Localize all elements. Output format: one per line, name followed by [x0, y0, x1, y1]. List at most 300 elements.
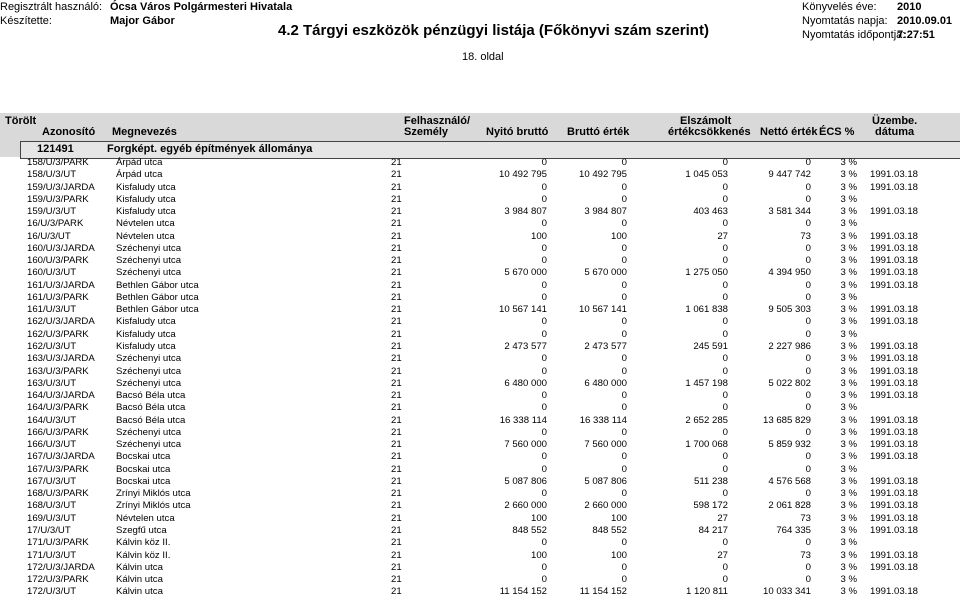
author-label: Készítette:: [0, 15, 52, 27]
cell-netto-ertek: 13 685 829: [762, 414, 811, 426]
cell-azonosito: 159/U/3/PARK: [27, 193, 89, 205]
table-row: [0, 537, 960, 549]
cell-nyito-brutto: 0: [541, 181, 547, 193]
cell-megnevezes: Bethlen Gábor utca: [116, 291, 199, 303]
cell-ertekcsokkenes: 0: [722, 390, 728, 402]
cell-azonosito: 163/U/3/JARDA: [27, 353, 95, 365]
cell-netto-ertek: 5 859 932: [768, 439, 811, 451]
print-date-label: Nyomtatás napja:: [802, 15, 888, 27]
cell-ecs: 3 %: [840, 340, 857, 352]
cell-uzembe-datum: 1991.03.18: [870, 365, 919, 377]
cell-azonosito: 162/U/3/PARK: [27, 328, 89, 340]
cell-nyito-brutto: 0: [541, 390, 547, 402]
cell-megnevezes: Árpád utca: [116, 169, 163, 181]
cell-megnevezes: Széchenyi utca: [116, 242, 182, 254]
cell-azonosito: 171/U/3/UT: [27, 549, 77, 561]
cell-szemely: 21: [391, 402, 402, 414]
cell-uzembe-datum: 1991.03.18: [870, 561, 919, 573]
cell-brutto-ertek: 0: [621, 181, 627, 193]
col-megnevezes: Megnevezés: [112, 126, 177, 138]
cell-azonosito: 162/U/3/UT: [27, 340, 77, 352]
cell-nyito-brutto: 10 492 795: [498, 169, 547, 181]
cell-netto-ertek: 0: [805, 328, 811, 340]
asset-table: [0, 157, 960, 599]
table-row: [0, 464, 960, 476]
cell-ecs: 3 %: [840, 279, 857, 291]
cell-megnevezes: Kisfaludy utca: [116, 206, 176, 218]
cell-brutto-ertek: 3 984 807: [584, 206, 627, 218]
cell-brutto-ertek: 0: [621, 255, 627, 267]
cell-megnevezes: Kálvin utca: [116, 561, 163, 573]
cell-nyito-brutto: 5 670 000: [504, 267, 547, 279]
cell-uzembe-datum: 1991.03.18: [870, 353, 919, 365]
col-uzembe: Üzembe.: [872, 115, 918, 127]
cell-azonosito: 162/U/3/JARDA: [27, 316, 95, 328]
cell-ecs: 3 %: [840, 414, 857, 426]
cell-szemely: 21: [391, 218, 402, 230]
cell-brutto-ertek: 2 473 577: [584, 340, 627, 352]
cell-azonosito: 161/U/3/JARDA: [27, 279, 95, 291]
cell-azonosito: 172/U/3/UT: [27, 586, 77, 598]
cell-nyito-brutto: 0: [541, 255, 547, 267]
cell-azonosito: 161/U/3/PARK: [27, 291, 89, 303]
cell-szemely: 21: [391, 304, 402, 316]
table-row: [0, 304, 960, 316]
cell-brutto-ertek: 7 560 000: [584, 439, 627, 451]
cell-nyito-brutto: 0: [541, 242, 547, 254]
cell-nyito-brutto: 0: [541, 451, 547, 463]
cell-netto-ertek: 764 335: [776, 524, 811, 536]
cell-brutto-ertek: 0: [621, 463, 627, 475]
cell-nyito-brutto: 0: [541, 402, 547, 414]
cell-azonosito: 160/U/3/UT: [27, 267, 77, 279]
cell-ertekcsokkenes: 0: [722, 242, 728, 254]
cell-nyito-brutto: 100: [530, 549, 547, 561]
cell-ertekcsokkenes: 1 061 838: [685, 304, 728, 316]
table-row: [0, 562, 960, 574]
table-row: [0, 255, 960, 267]
cell-ecs: 3 %: [840, 586, 857, 598]
cell-megnevezes: Széchenyi utca: [116, 365, 182, 377]
cell-ecs: 3 %: [840, 377, 857, 389]
cell-nyito-brutto: 0: [541, 426, 547, 438]
cell-brutto-ertek: 0: [621, 353, 627, 365]
cell-ertekcsokkenes: 0: [722, 279, 728, 291]
cell-brutto-ertek: 2 660 000: [584, 500, 627, 512]
cell-nyito-brutto: 2 660 000: [504, 500, 547, 512]
cell-ertekcsokkenes: 0: [722, 402, 728, 414]
cell-netto-ertek: 0: [805, 451, 811, 463]
cell-ecs: 3 %: [840, 537, 857, 549]
cell-azonosito: 166/U/3/UT: [27, 439, 77, 451]
cell-azonosito: 16/U/3/UT: [27, 230, 71, 242]
cell-nyito-brutto: 7 560 000: [504, 439, 547, 451]
table-row: [0, 182, 960, 194]
cell-nyito-brutto: 100: [530, 512, 547, 524]
cell-azonosito: 161/U/3/UT: [27, 304, 77, 316]
cell-nyito-brutto: 0: [541, 574, 547, 586]
cell-ecs: 3 %: [840, 402, 857, 414]
cell-szemely: 21: [391, 500, 402, 512]
cell-uzembe-datum: 1991.03.18: [870, 439, 919, 451]
cell-azonosito: 171/U/3/PARK: [27, 537, 89, 549]
cell-azonosito: 172/U/3/PARK: [27, 574, 89, 586]
cell-ecs: 3 %: [840, 218, 857, 230]
cell-brutto-ertek: 848 552: [592, 524, 627, 536]
cell-szemely: 21: [391, 426, 402, 438]
cell-uzembe-datum: 1991.03.18: [870, 267, 919, 279]
cell-uzembe-datum: 1991.03.18: [870, 230, 919, 242]
cell-netto-ertek: 0: [805, 402, 811, 414]
page-number: 18. oldal: [462, 51, 504, 63]
col-azonosito: Azonosító: [42, 126, 96, 138]
cell-nyito-brutto: 3 984 807: [504, 206, 547, 218]
table-row: [0, 574, 960, 586]
cell-szemely: 21: [391, 169, 402, 181]
cell-nyito-brutto: 0: [541, 157, 547, 168]
report-title: 4.2 Tárgyi eszközök pénzügyi listája (Főkönyvi szám szerint): [278, 22, 709, 39]
table-row: [0, 390, 960, 402]
cell-megnevezes: Széchenyi utca: [116, 353, 182, 365]
table-row: [0, 231, 960, 243]
cell-uzembe-datum: 1991.03.18: [870, 524, 919, 536]
cell-ertekcsokkenes: 0: [722, 157, 728, 168]
cell-megnevezes: Széchenyi utca: [116, 267, 182, 279]
table-row: [0, 439, 960, 451]
cell-szemely: 21: [391, 561, 402, 573]
cell-brutto-ertek: 6 480 000: [584, 377, 627, 389]
cell-azonosito: 158/U/3/UT: [27, 169, 77, 181]
cell-brutto-ertek: 0: [621, 328, 627, 340]
table-row: [0, 366, 960, 378]
cell-nyito-brutto: 0: [541, 328, 547, 340]
print-time-label: Nyomtatás időpontja:: [802, 29, 906, 41]
cell-megnevezes: Bacsó Béla utca: [116, 414, 186, 426]
cell-netto-ertek: 4 394 950: [768, 267, 811, 279]
cell-nyito-brutto: 0: [541, 463, 547, 475]
table-row: [0, 218, 960, 230]
cell-netto-ertek: 73: [800, 230, 811, 242]
cell-megnevezes: Árpád utca: [116, 157, 163, 168]
cell-ertekcsokkenes: 245 591: [693, 340, 728, 352]
cell-azonosito: 167/U/3/JARDA: [27, 451, 95, 463]
cell-nyito-brutto: 848 552: [512, 524, 547, 536]
cell-szemely: 21: [391, 316, 402, 328]
cell-azonosito: 168/U/3/UT: [27, 500, 77, 512]
table-row: [0, 500, 960, 512]
cell-nyito-brutto: 5 087 806: [504, 475, 547, 487]
cell-uzembe-datum: 1991.03.18: [870, 475, 919, 487]
cell-brutto-ertek: 11 154 152: [579, 586, 627, 598]
cell-netto-ertek: 0: [805, 218, 811, 230]
cell-ecs: 3 %: [840, 451, 857, 463]
cell-netto-ertek: 5 022 802: [768, 377, 811, 389]
cell-ecs: 3 %: [840, 475, 857, 487]
group-code: 121491: [37, 143, 74, 155]
cell-megnevezes: Bethlen Gábor utca: [116, 304, 199, 316]
cell-brutto-ertek: 0: [621, 157, 627, 168]
cell-netto-ertek: 3 581 344: [768, 206, 811, 218]
cell-ertekcsokkenes: 27: [717, 230, 728, 242]
col-datuma: dátuma: [875, 126, 915, 138]
cell-szemely: 21: [391, 340, 402, 352]
table-row: [0, 292, 960, 304]
cell-netto-ertek: 0: [805, 316, 811, 328]
cell-uzembe-datum: 1991.03.18: [870, 255, 919, 267]
print-time-value: 7:27:51: [897, 29, 935, 41]
cell-szemely: 21: [391, 279, 402, 291]
cell-nyito-brutto: 10 567 141: [498, 304, 547, 316]
table-row: [0, 169, 960, 181]
cell-szemely: 21: [391, 230, 402, 242]
cell-azonosito: 169/U/3/UT: [27, 512, 77, 524]
cell-ecs: 3 %: [840, 426, 857, 438]
cell-ecs: 3 %: [840, 512, 857, 524]
cell-brutto-ertek: 10 567 141: [578, 304, 627, 316]
col-ertekcsokkenes: értékcsökkenés: [668, 126, 751, 138]
cell-ecs: 3 %: [840, 181, 857, 193]
cell-brutto-ertek: 0: [621, 426, 627, 438]
cell-uzembe-datum: 1991.03.18: [870, 242, 919, 254]
cell-ecs: 3 %: [840, 328, 857, 340]
cell-brutto-ertek: 0: [621, 193, 627, 205]
cell-uzembe-datum: 1991.03.18: [870, 304, 919, 316]
cell-ertekcsokkenes: 0: [722, 193, 728, 205]
cell-netto-ertek: 0: [805, 561, 811, 573]
cell-megnevezes: Kálvin utca: [116, 574, 163, 586]
cell-azonosito: 168/U/3/PARK: [27, 488, 89, 500]
cell-ecs: 3 %: [840, 365, 857, 377]
cell-szemely: 21: [391, 255, 402, 267]
col-szemely: Személy: [404, 126, 449, 138]
table-row: [0, 206, 960, 218]
cell-megnevezes: Zrínyi Miklós utca: [116, 488, 191, 500]
col-elszamolt: Elszámolt: [680, 115, 732, 127]
cell-brutto-ertek: 0: [621, 291, 627, 303]
cell-azonosito: 160/U/3/JARDA: [27, 242, 95, 254]
cell-ertekcsokkenes: 0: [722, 365, 728, 377]
table-row: [0, 341, 960, 353]
cell-megnevezes: Széchenyi utca: [116, 439, 182, 451]
cell-szemely: 21: [391, 475, 402, 487]
cell-ecs: 3 %: [840, 439, 857, 451]
cell-brutto-ertek: 16 338 114: [579, 414, 627, 426]
cell-ertekcsokkenes: 0: [722, 488, 728, 500]
cell-szemely: 21: [391, 390, 402, 402]
cell-nyito-brutto: 0: [541, 561, 547, 573]
cell-netto-ertek: 0: [805, 390, 811, 402]
cell-nyito-brutto: 0: [541, 316, 547, 328]
table-row: [0, 378, 960, 390]
cell-megnevezes: Kálvin utca: [116, 586, 163, 598]
cell-ertekcsokkenes: 1 700 068: [685, 439, 728, 451]
cell-uzembe-datum: 1991.03.18: [870, 340, 919, 352]
cell-megnevezes: Névtelen utca: [116, 218, 175, 230]
cell-netto-ertek: 0: [805, 181, 811, 193]
cell-brutto-ertek: 0: [621, 451, 627, 463]
cell-uzembe-datum: 1991.03.18: [870, 414, 919, 426]
cell-brutto-ertek: 0: [621, 390, 627, 402]
table-row: [0, 550, 960, 562]
cell-netto-ertek: 0: [805, 193, 811, 205]
cell-ertekcsokkenes: 0: [722, 328, 728, 340]
cell-megnevezes: Bacsó Béla utca: [116, 390, 186, 402]
cell-nyito-brutto: 0: [541, 218, 547, 230]
table-row: [0, 316, 960, 328]
cell-szemely: 21: [391, 242, 402, 254]
cell-szemely: 21: [391, 181, 402, 193]
cell-ertekcsokkenes: 1 120 811: [686, 586, 728, 598]
cell-ecs: 3 %: [840, 500, 857, 512]
cell-netto-ertek: 0: [805, 488, 811, 500]
cell-megnevezes: Bethlen Gábor utca: [116, 279, 199, 291]
cell-megnevezes: Kálvin köz II.: [116, 537, 171, 549]
cell-megnevezes: Széchenyi utca: [116, 255, 182, 267]
cell-ertekcsokkenes: 0: [722, 291, 728, 303]
cell-uzembe-datum: 1991.03.18: [870, 377, 919, 389]
col-nyito-brutto: Nyitó bruttó: [486, 126, 549, 138]
cell-uzembe-datum: 1991.03.18: [870, 549, 919, 561]
cell-ertekcsokkenes: 27: [717, 549, 728, 561]
cell-brutto-ertek: 0: [621, 561, 627, 573]
table-row: [0, 488, 960, 500]
cell-nyito-brutto: 2 473 577: [504, 340, 547, 352]
cell-ertekcsokkenes: 0: [722, 255, 728, 267]
cell-netto-ertek: 0: [805, 242, 811, 254]
cell-szemely: 21: [391, 328, 402, 340]
cell-azonosito: 159/U/3/UT: [27, 206, 77, 218]
cell-ertekcsokkenes: 1 457 198: [685, 377, 728, 389]
cell-szemely: 21: [391, 586, 402, 598]
cell-szemely: 21: [391, 267, 402, 279]
cell-brutto-ertek: 100: [610, 230, 627, 242]
cell-nyito-brutto: 11 154 152: [499, 586, 547, 598]
table-row: [0, 157, 960, 169]
cell-ertekcsokkenes: 1 275 050: [685, 267, 728, 279]
cell-nyito-brutto: 0: [541, 365, 547, 377]
table-row: [0, 476, 960, 488]
cell-szemely: 21: [391, 353, 402, 365]
cell-netto-ertek: 9 505 303: [768, 304, 811, 316]
cell-azonosito: 159/U/3/JARDA: [27, 181, 95, 193]
cell-ertekcsokkenes: 0: [722, 561, 728, 573]
cell-ertekcsokkenes: 0: [722, 316, 728, 328]
col-torolt: Törölt: [5, 115, 37, 127]
cell-ecs: 3 %: [840, 230, 857, 242]
cell-megnevezes: Névtelen utca: [116, 512, 175, 524]
cell-netto-ertek: 0: [805, 574, 811, 586]
cell-megnevezes: Kisfaludy utca: [116, 193, 176, 205]
cell-szemely: 21: [391, 291, 402, 303]
cell-azonosito: 16/U/3/PARK: [27, 218, 84, 230]
cell-uzembe-datum: 1991.03.18: [870, 390, 919, 402]
cell-brutto-ertek: 0: [621, 242, 627, 254]
cell-netto-ertek: 9 447 742: [768, 169, 811, 181]
cell-szemely: 21: [391, 537, 402, 549]
cell-szemely: 21: [391, 414, 402, 426]
cell-brutto-ertek: 0: [621, 279, 627, 291]
table-row: [0, 402, 960, 414]
cell-megnevezes: Zrínyi Miklós utca: [116, 500, 191, 512]
table-row: [0, 243, 960, 255]
cell-brutto-ertek: 0: [621, 218, 627, 230]
booking-year-value: 2010: [897, 1, 922, 13]
cell-netto-ertek: 0: [805, 365, 811, 377]
cell-megnevezes: Bocskai utca: [116, 451, 171, 463]
cell-uzembe-datum: 1991.03.18: [870, 500, 919, 512]
cell-ertekcsokkenes: 1 045 053: [685, 169, 728, 181]
cell-ecs: 3 %: [840, 206, 857, 218]
cell-netto-ertek: 0: [805, 353, 811, 365]
cell-megnevezes: Kisfaludy utca: [116, 181, 176, 193]
cell-nyito-brutto: 0: [541, 488, 547, 500]
cell-azonosito: 158/U/3/PARK: [27, 157, 89, 168]
cell-ecs: 3 %: [840, 157, 857, 168]
cell-ertekcsokkenes: 27: [717, 512, 728, 524]
cell-netto-ertek: 0: [805, 537, 811, 549]
table-row: [0, 586, 960, 598]
cell-nyito-brutto: 0: [541, 193, 547, 205]
cell-megnevezes: Kálvin köz II.: [116, 549, 171, 561]
col-felhasznalo: Felhasználó/: [404, 115, 471, 127]
cell-azonosito: 167/U/3/UT: [27, 475, 77, 487]
cell-nyito-brutto: 100: [530, 230, 547, 242]
cell-ecs: 3 %: [840, 574, 857, 586]
cell-ertekcsokkenes: 0: [722, 181, 728, 193]
cell-ecs: 3 %: [840, 390, 857, 402]
cell-brutto-ertek: 0: [621, 488, 627, 500]
cell-szemely: 21: [391, 439, 402, 451]
cell-azonosito: 167/U/3/PARK: [27, 463, 89, 475]
cell-szemely: 21: [391, 463, 402, 475]
cell-nyito-brutto: 6 480 000: [504, 377, 547, 389]
cell-ertekcsokkenes: 0: [722, 353, 728, 365]
registered-user-label: Regisztrált használó:: [0, 1, 103, 13]
cell-uzembe-datum: 1991.03.18: [870, 451, 919, 463]
col-brutto-ertek: Bruttó érték: [567, 126, 630, 138]
cell-brutto-ertek: 10 492 795: [578, 169, 627, 181]
cell-ecs: 3 %: [840, 488, 857, 500]
cell-szemely: 21: [391, 206, 402, 218]
cell-szemely: 21: [391, 574, 402, 586]
cell-netto-ertek: 73: [800, 549, 811, 561]
cell-uzembe-datum: 1991.03.18: [870, 169, 919, 181]
cell-ecs: 3 %: [840, 169, 857, 181]
cell-ecs: 3 %: [840, 304, 857, 316]
table-row: [0, 513, 960, 525]
table-row: [0, 525, 960, 537]
cell-brutto-ertek: 100: [610, 512, 627, 524]
cell-ecs: 3 %: [840, 291, 857, 303]
cell-netto-ertek: 0: [805, 279, 811, 291]
cell-ertekcsokkenes: 0: [722, 426, 728, 438]
booking-year-label: Könyvelés éve:: [802, 1, 877, 13]
cell-ertekcsokkenes: 598 172: [693, 500, 728, 512]
cell-ecs: 3 %: [840, 463, 857, 475]
cell-netto-ertek: 2 227 986: [768, 340, 811, 352]
cell-megnevezes: Bacsó Béla utca: [116, 402, 186, 414]
print-date-value: 2010.09.01: [897, 15, 953, 27]
cell-netto-ertek: 73: [800, 512, 811, 524]
cell-megnevezes: Bocskai utca: [116, 463, 171, 475]
registered-user-value: Ócsa Város Polgármesteri Hivatala: [110, 1, 293, 13]
cell-uzembe-datum: 1991.03.18: [870, 206, 919, 218]
cell-netto-ertek: 0: [805, 157, 811, 168]
cell-szemely: 21: [391, 488, 402, 500]
cell-ertekcsokkenes: 0: [722, 463, 728, 475]
cell-uzembe-datum: 1991.03.18: [870, 512, 919, 524]
cell-ecs: 3 %: [840, 193, 857, 205]
